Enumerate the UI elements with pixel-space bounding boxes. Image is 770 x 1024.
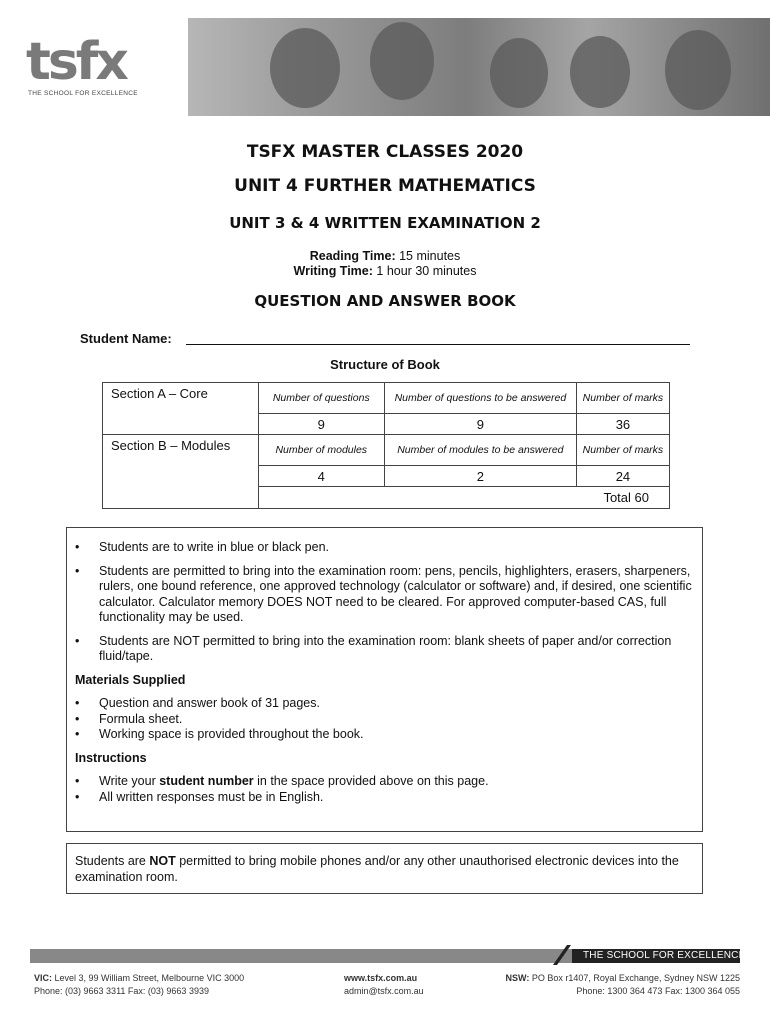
footer-nsw-label: NSW: [505, 973, 530, 983]
structure-title: Structure of Book [330, 357, 440, 372]
footer-web [344, 972, 424, 998]
section-b-header-1: Number of modules [258, 435, 384, 466]
writing-time-value: 1 hour 30 minutes [376, 264, 477, 278]
title-line-1: TSFX MASTER CLASSES 2020 [246, 142, 524, 162]
section-b-header-2: Number of modules to be answered [384, 435, 576, 466]
logo-text: tsfx [26, 32, 126, 92]
title-line-3: UNIT 3 & 4 WRITTEN EXAMINATION 2 [229, 214, 541, 232]
writing-time [0, 263, 770, 279]
section-a-value-1: 9 [258, 414, 384, 435]
list-item: • Question and answer book of 31 pages. [75, 696, 695, 712]
section-a-header-3: Number of marks [576, 383, 669, 414]
footer-tagline: THE SCHOOL FOR EXCELLENCE [583, 950, 746, 961]
notice-bold: NOT [149, 854, 176, 868]
footer-nsw [484, 972, 740, 998]
book-title: QUESTION AND ANSWER BOOK [254, 292, 516, 310]
reading-time-value: 15 minutes [399, 249, 461, 263]
section-b-value-2: 2 [384, 466, 576, 487]
table-row [103, 435, 670, 466]
instructions-list [75, 540, 695, 805]
reading-time [0, 248, 770, 264]
instr-bold: student number [159, 774, 254, 788]
footer-nsw-address: PO Box r1407, Royal Exchange, Sydney NSW 1225 [531, 973, 740, 983]
section-a-name: Section A – Core [103, 383, 259, 435]
logo [20, 18, 188, 116]
title-line-2: UNIT 4 FURTHER MATHEMATICS [234, 176, 536, 196]
student-name-field[interactable] [186, 344, 690, 345]
list-item: • All written responses must be in English. [75, 790, 695, 806]
materials-heading: Materials Supplied [75, 672, 186, 687]
instructions-heading: Instructions [75, 750, 147, 765]
footer-vic-phone: Phone: (03) 9663 3311 Fax: (03) 9663 3939 [34, 986, 209, 996]
notice-box [66, 843, 703, 894]
list-item: • Working space is provided throughout the book. [75, 727, 695, 743]
section-a-value-2: 9 [384, 414, 576, 435]
total-marks: Total 60 [258, 487, 669, 509]
header-banner [20, 18, 770, 116]
footer-email-link[interactable]: admin@tsfx.com.au [344, 986, 424, 996]
student-name-label: Student Name: [80, 331, 172, 346]
instructions-box [66, 527, 703, 832]
footer-nsw-phone: Phone: 1300 364 473 Fax: 1300 364 055 [576, 986, 740, 996]
reading-time-label: Reading Time: [309, 249, 396, 263]
list-item [75, 774, 695, 790]
footer-website-link[interactable]: www.tsfx.com.au [344, 973, 418, 983]
footer-vic-label: VIC: [34, 973, 52, 983]
section-b-header-3: Number of marks [576, 435, 669, 466]
section-b-name: Section B – Modules [103, 435, 259, 509]
section-b-value-3: 24 [576, 466, 669, 487]
writing-time-label: Writing Time: [293, 264, 373, 278]
header-photo [160, 18, 770, 116]
instr-text: Write your [99, 774, 160, 788]
list-item: • Students are permitted to bring into the examination room: pens, pencils, highlighters, erasers, sharpeners, rulers, one bound reference, one approved technology (calculator or software) and, if desired, one scientific calculator. Calculator memory DOES NOT need to be cleared. For approved computer-based CAS, full functionality may be used. [75, 564, 695, 626]
list-item: • Students are to write in blue or black pen. [75, 540, 695, 556]
table-row [103, 383, 670, 414]
section-a-value-3: 36 [576, 414, 669, 435]
section-a-header-2: Number of questions to be answered [384, 383, 576, 414]
structure-table [102, 382, 670, 509]
section-a-header-1: Number of questions [258, 383, 384, 414]
notice-text: permitted to bring mobile phones and/or any other unauthorised electronic devices into the examination room. [75, 854, 679, 884]
instr-text: in the space provided above on this page. [253, 774, 489, 788]
footer-vic [34, 972, 244, 998]
section-b-value-1: 4 [258, 466, 384, 487]
notice-text: Students are [75, 854, 150, 868]
logo-tagline: THE SCHOOL FOR EXCELLENCE [28, 90, 138, 97]
footer-vic-address: Level 3, 99 William Street, Melbourne VIC 3000 [54, 973, 245, 983]
list-item: • Students are NOT permitted to bring into the examination room: blank sheets of paper and/or correction fluid/tape. [75, 634, 695, 665]
list-item: • Formula sheet. [75, 712, 695, 728]
